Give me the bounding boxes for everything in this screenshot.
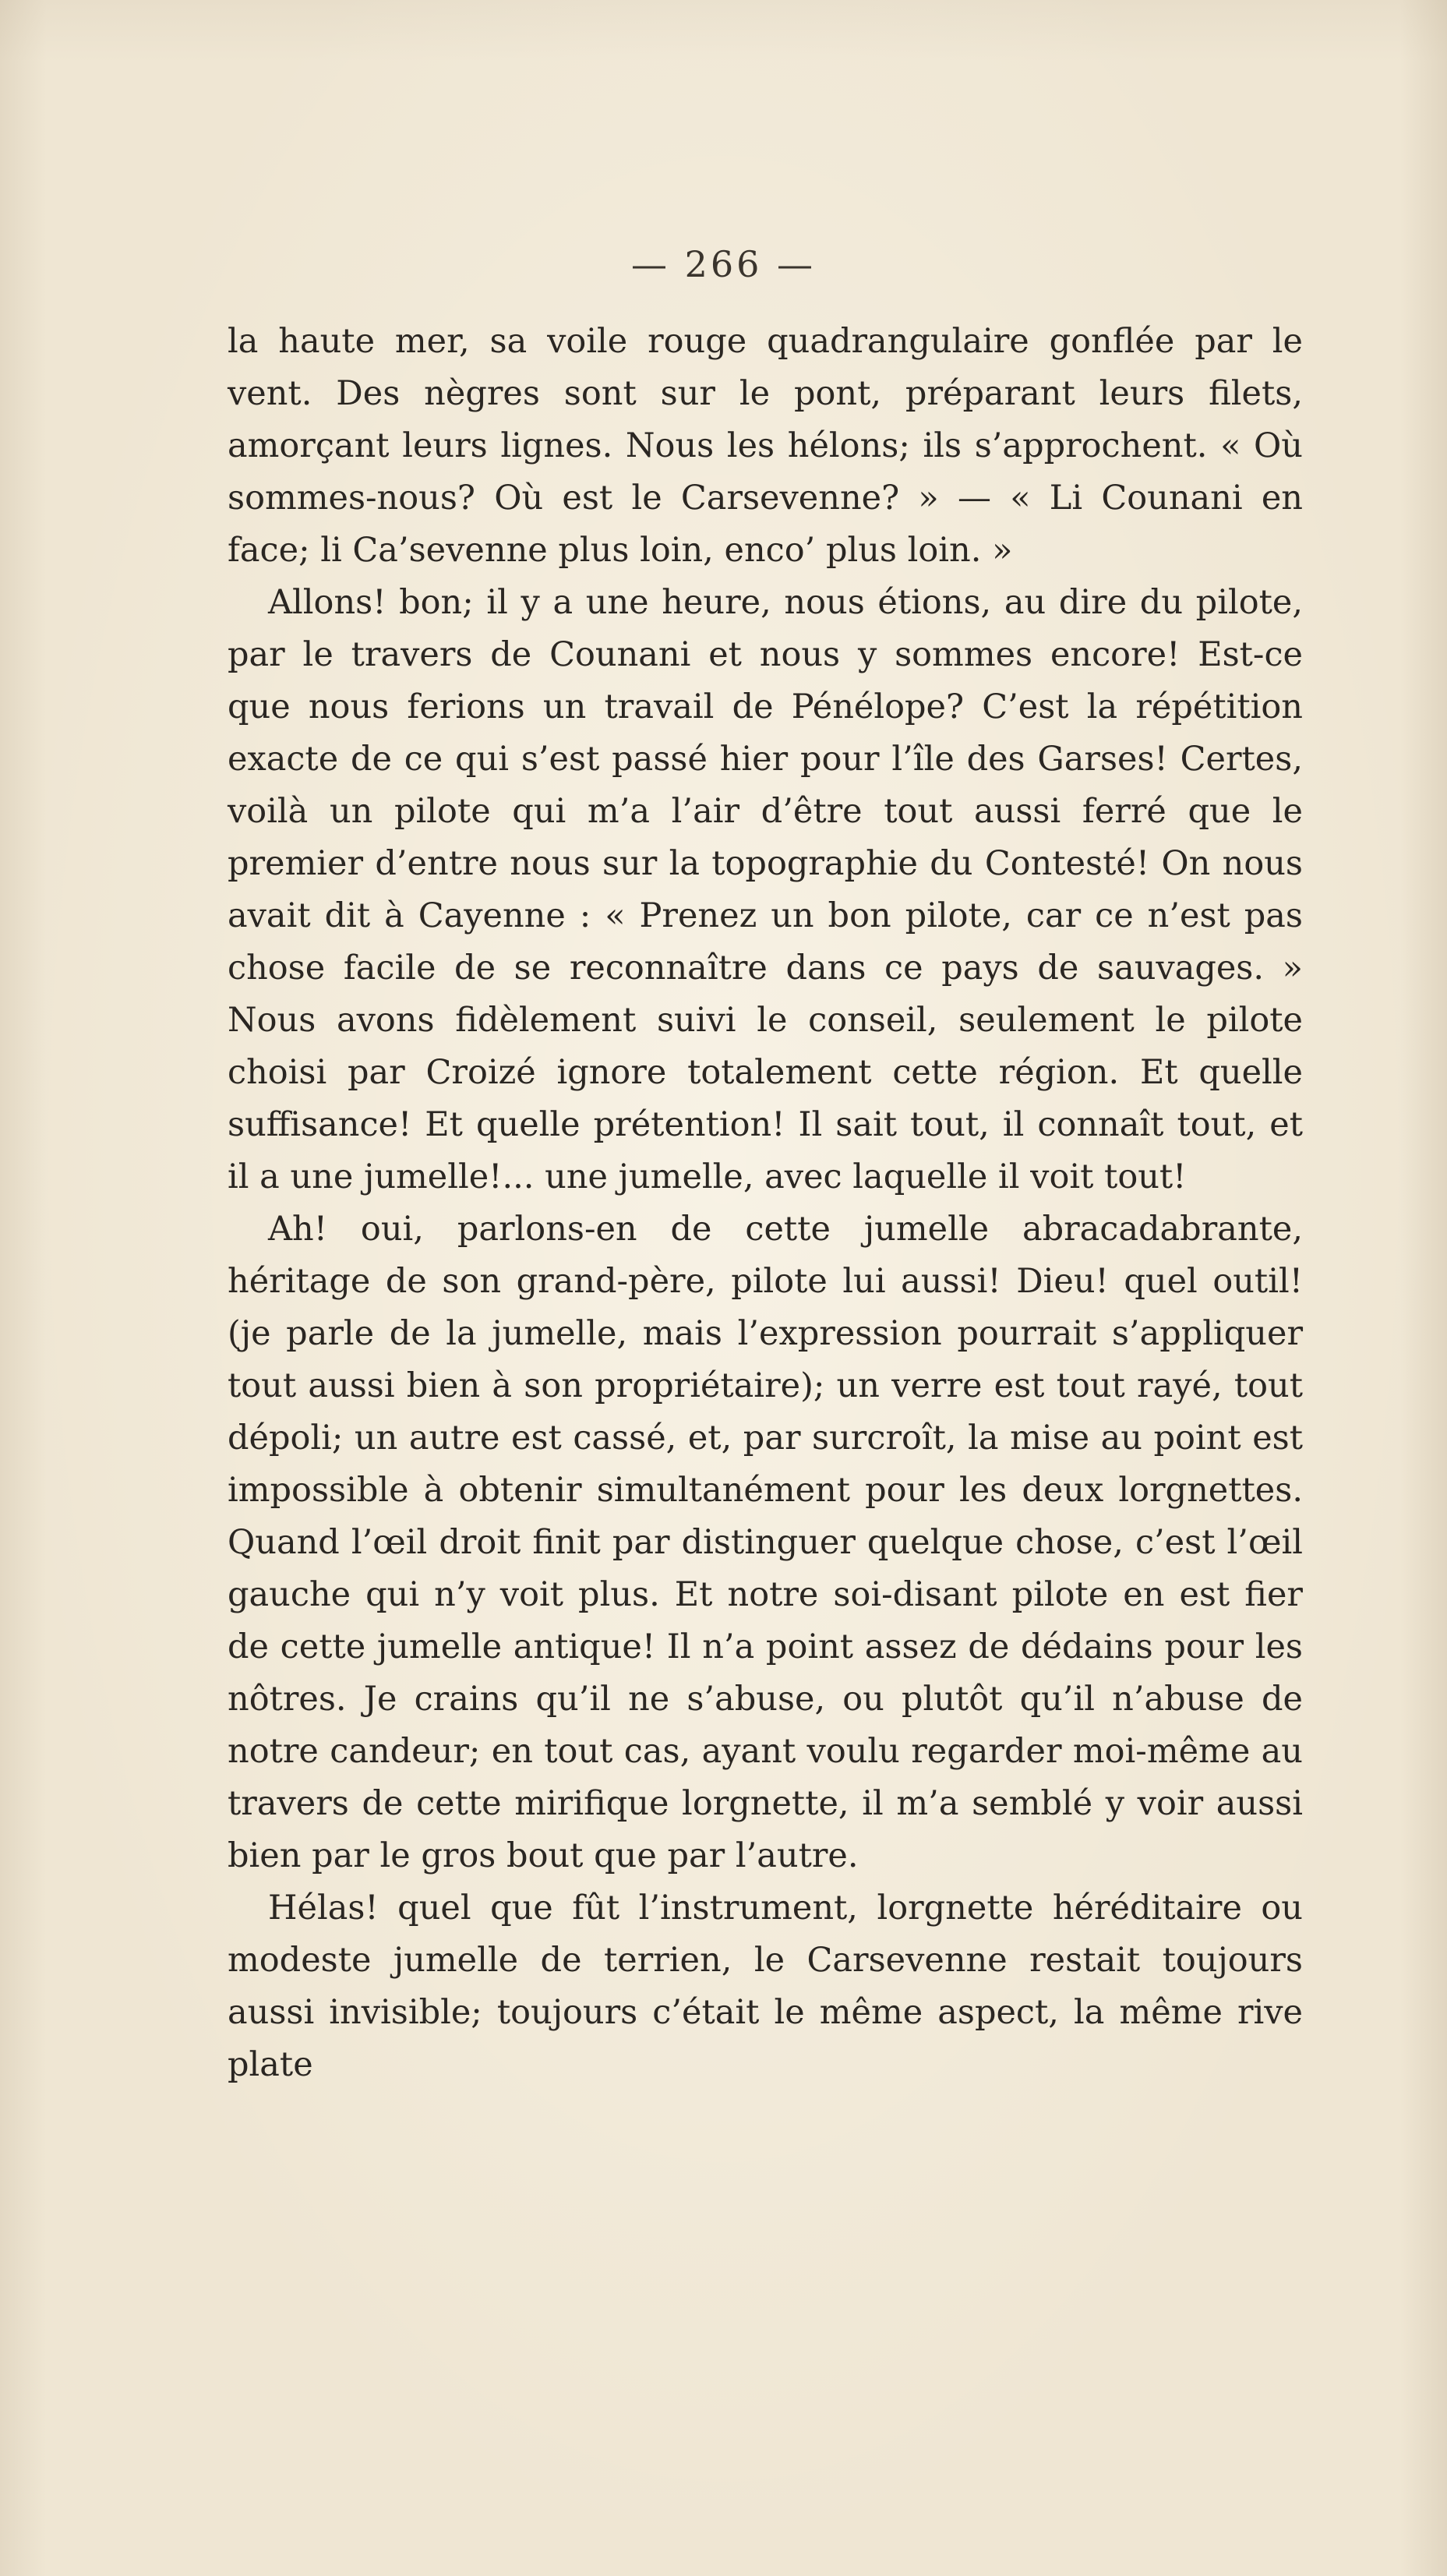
paragraph-2: Allons! bon; il y a une heure, nous étions, au dire du pilote, par le travers de Counani et nous y sommes encore! Est-ce que nous ferions un travail de Pénélope? C’est la répétition exacte de ce qui s’est passé hier pour l’île des Garses! Certes, voilà un pilote qui m’a l’air d’être tout aussi ferré que le premier d’entre nous sur la topographie du Contesté! On nous avait dit à Cayenne : « Prenez un bon pilote, car ce n’est pas chose facile de se reconnaître dans ce pays de sauvages. » Nous avons fidèlement suivi le conseil, seulement le pilote choisi par Croizé ignore totalement cette région. Et quelle suffisance! Et quelle prétention! Il sait tout, il connaît tout, et il a une jumelle!... une jumelle, avec laquelle il voit tout! [228,583,1303,1196]
paragraph-3: Ah! oui, parlons-en de cette jumelle abracadabrante, héritage de son grand-père, pilote lui aussi! Dieu! quel outil! (je parle de la jumelle, mais l’expression pourrait s’appliquer tout aussi bien à son propriétaire); un verre est tout rayé, tout dépoli; un autre est cassé, et, par surcroît, la mise au point est impossible à obtenir simultanément pour les deux lorgnettes. Quand l’œil droit finit par distinguer quelque chose, c’est l’œil gauche qui n’y voit plus. Et notre soi-disant pilote en est fier de cette jumelle antique! Il n’a point assez de dédains pour les nôtres. Je crains qu’il ne s’abuse, ou plutôt qu’il n’abuse de notre candeur; en tout cas, ayant voulu regarder moi-même au travers de cette mirifique lorgnette, il m’a semblé y voir aussi bien par le gros bout que par l’autre. [228,1210,1303,1875]
body-text [228,316,1303,2091]
page-number: — 266 — [630,243,817,285]
paragraph-1: la haute mer, sa voile rouge quadrangulaire gonflée par le vent. Des nègres sont sur le pont, préparant leurs filets, amorçant leurs lignes. Nous les hélons; ils s’approchent. « Où sommes-nous? Où est le Carsevenne? » — « Li Counani en face; li Ca’sevenne plus loin, enco’ plus loin. » [228,322,1303,570]
paragraph-4: Hélas! quel que fût l’instrument, lorgnette héréditaire ou modeste jumelle de terrien, le Carsevenne restait toujours aussi invisible; toujours c’était le même aspect, la même rive plate [228,1889,1303,2084]
